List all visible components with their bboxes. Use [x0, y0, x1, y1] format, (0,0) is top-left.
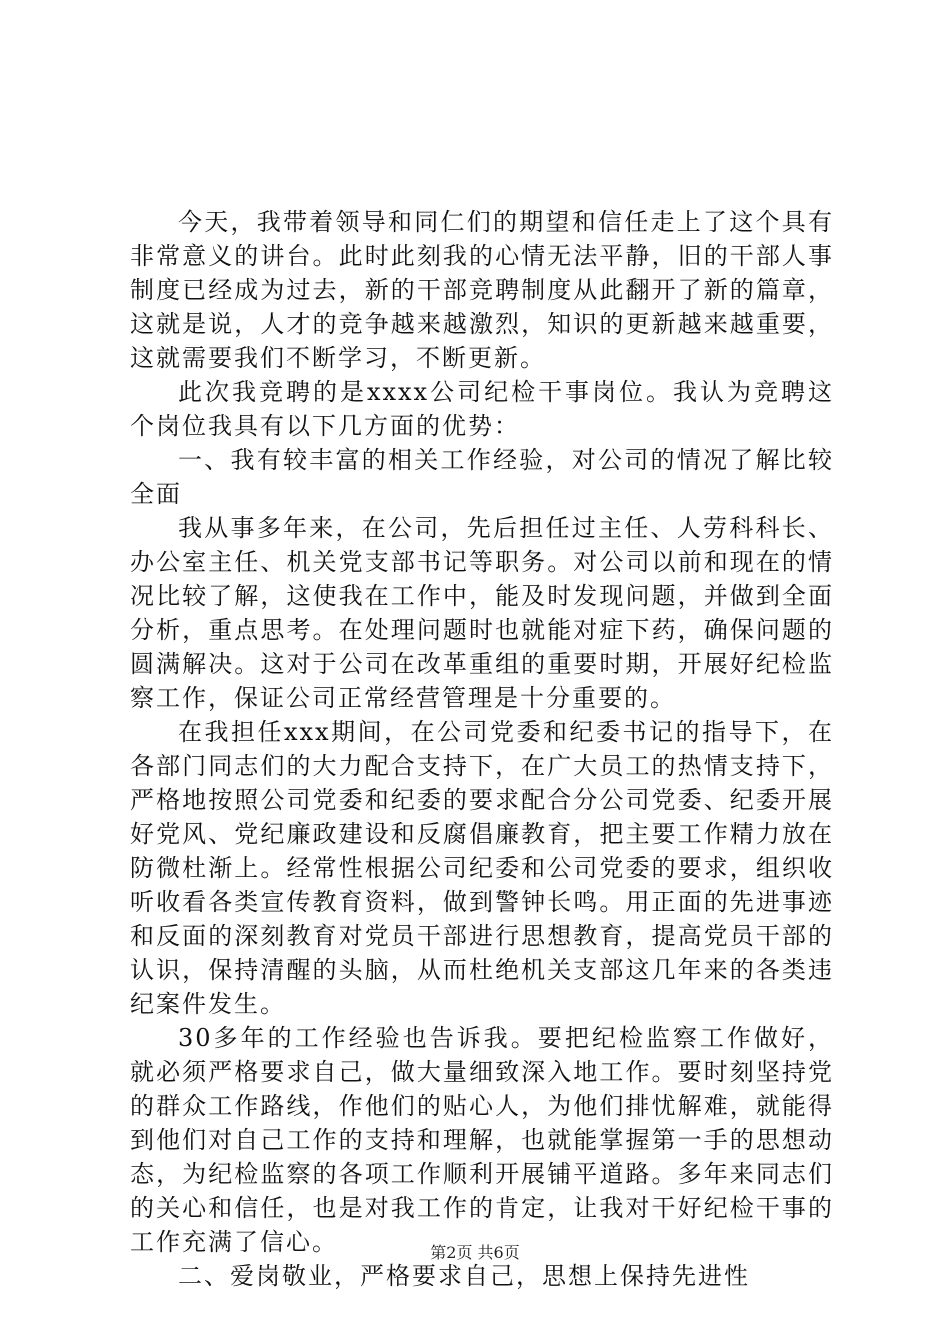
section-heading: 一、我有较丰富的相关工作经验，对公司的情况了解比较全面	[130, 446, 834, 508]
paragraph: 我从事多年来，在公司，先后担任过主任、人劳科科长、办公室主任、机关党支部书记等职务。对公司以前和现在的情况比较了解，这使我在工作中，能及时发现问题，并做到全面分析，重点思考。在处理问题时也就能对症下药，确保问题的圆满解决。这对于公司在改革重组的重要时期，开展好纪检监察工作，保证公司正常经营管理是十分重要的。	[130, 514, 834, 712]
document-body	[130, 205, 834, 1293]
page-number-footer: 第2页 共6页	[430, 1243, 520, 1262]
paragraph: 此次我竞聘的是xxxx公司纪检干事岗位。我认为竞聘这个岗位我具有以下几方面的优势：	[130, 378, 834, 440]
paragraph: 在我担任xxx期间，在公司党委和纪委书记的指导下，在各部门同志们的大力配合支持下，在广大员工的热情支持下，严格地按照公司党委和纪委的要求配合分公司党委、纪委开展好党风、党纪廉政建设和反腐倡廉教育，把主要工作精力放在防微杜渐上。经常性根据公司纪委和公司党委的要求，组织收听收看各类宣传教育资料，做到警钟长鸣。用正面的先进事迹和反面的深刻教育对党员干部进行思想教育，提高党员干部的认识，保持清醒的头脑，从而杜绝机关支部这几年来的各类违纪案件发生。	[130, 718, 834, 1018]
paragraph: 30多年的工作经验也告诉我。要把纪检监察工作做好，就必须严格要求自己，做大量细致深入地工作。要时刻坚持党的群众工作路线，作他们的贴心人，为他们排忧解难，就能得到他们对自己工作的支持和理解，也就能掌握第一手的思想动态，为纪检监察的各项工作顺利开展铺平道路。多年来同志们的关心和信任，也是对我工作的肯定，让我对干好纪检干事的工作充满了信心。	[130, 1024, 834, 1256]
section-heading: 二、爱岗敬业，严格要求自己，思想上保持先进性	[178, 1262, 750, 1290]
paragraph: 今天，我带着领导和同仁们的期望和信任走上了这个具有非常意义的讲台。此时此刻我的心情无法平静，旧的干部人事制度已经成为过去，新的干部竞聘制度从此翻开了新的篇章，这就是说，人才的竞争越来越激烈，知识的更新越来越重要，这就需要我们不断学习，不断更新。	[130, 208, 834, 372]
